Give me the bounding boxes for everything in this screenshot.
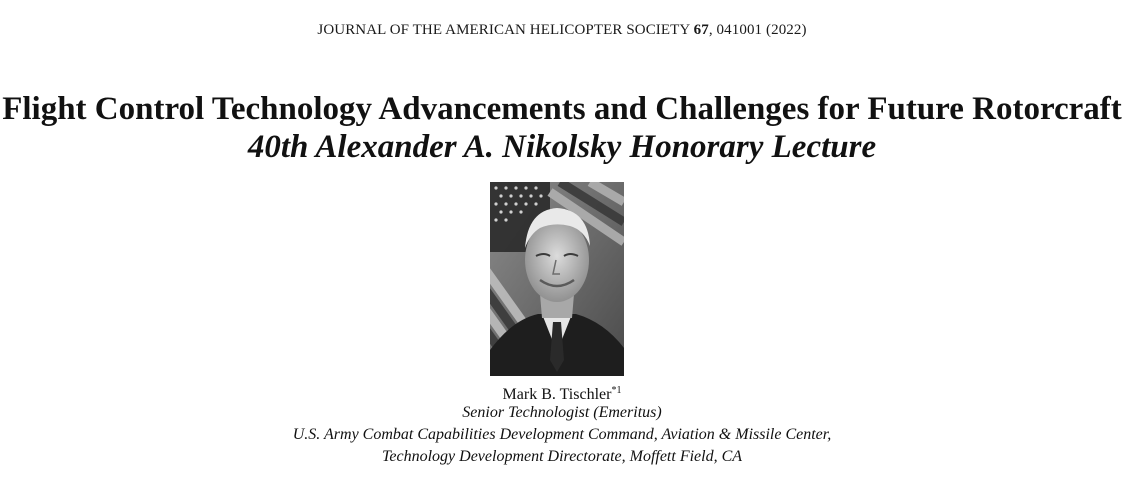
journal-name: JOURNAL OF THE AMERICAN HELICOPTER SOCIETY [317, 22, 690, 38]
author-portrait-image [490, 182, 624, 376]
journal-volume: 67 [693, 22, 709, 38]
paper-title [0, 90, 1124, 166]
author-affiliation-line2: Technology Development Directorate, Moffett Field, CA [381, 448, 743, 465]
author-name: Mark B. Tischler [502, 386, 612, 403]
author-affiliation-line1: U.S. Army Combat Capabilities Development Command, Aviation & Missile Center, [292, 426, 832, 443]
author-portrait [490, 182, 624, 376]
paper-title-main: Flight Control Technology Advancements and Challenges for Future Rotorcraft [2, 91, 1122, 127]
journal-article-year: , 041001 (2022) [708, 22, 807, 38]
author-role: Senior Technologist (Emeritus) [462, 404, 662, 421]
author-footnote-marks: *1 [611, 385, 622, 396]
journal-header [0, 22, 1124, 39]
paper-title-subtitle: 40th Alexander A. Nikolsky Honorary Lecture [247, 129, 877, 165]
